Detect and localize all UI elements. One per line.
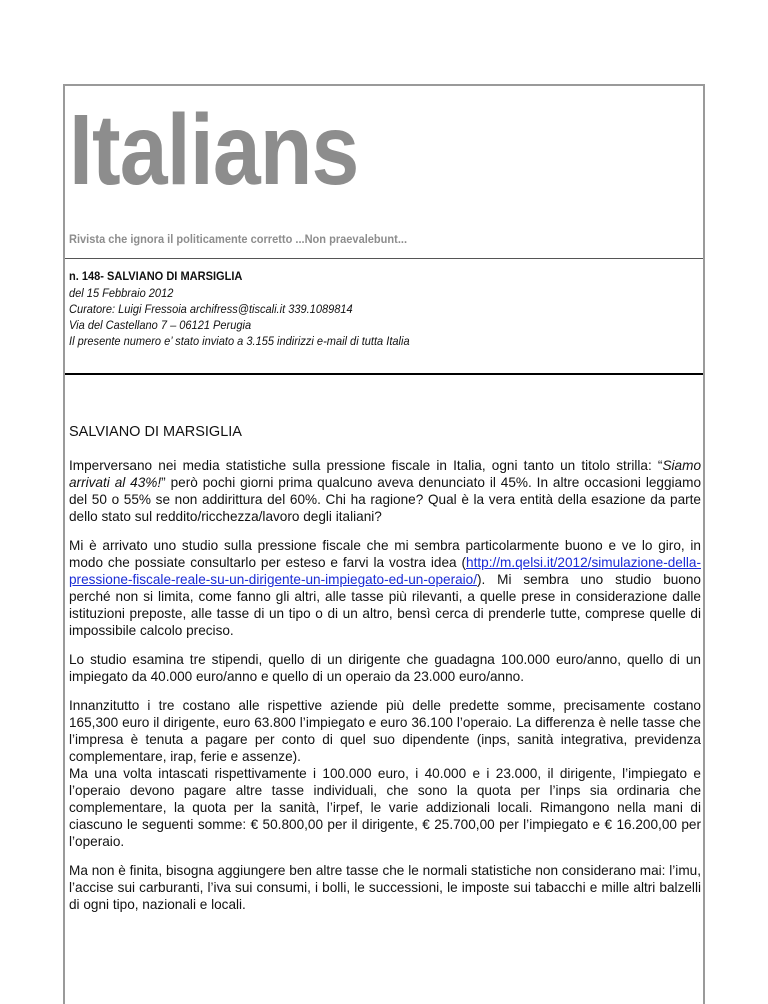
issue-date: del 15 Febbraio 2012 [69, 286, 174, 300]
article-heading: SALVIANO DI MARSIGLIA [69, 424, 242, 440]
paragraph-5: Ma una volta intascati rispettivamente i 100.000 euro, i 40.000 e i 23.000, il dirigente, l’impiegato e l’operaio devono pagare altre tasse individuali, che sono la quota per l’inps sia ordinaria che complementare, la quota per la sanità, l’irpef, le varie addizionali locali. Rimangono nella mani di ciascuno le seguenti somme: € 50.800,00 per il dirigente, € 25.700,00 per l’impiegato e € 16.200,00 per l’operaio. [69, 766, 701, 849]
page-frame [63, 84, 705, 1004]
paragraph-6: Ma non è finita, bisogna aggiungere ben altre tasse che le normali statistiche non considerano mai: l’imu, l’accise sui carburanti, l’iva sui consumi, i bolli, le successioni, le imposte sui tabacchi e mille altri balzelli di ogni tipo, nazionali e locali. [69, 863, 701, 912]
issue-info [69, 268, 439, 349]
masthead-divider [65, 258, 703, 259]
paragraph-1 [69, 457, 701, 525]
paragraph-4: Innanzitutto i tre costano alle rispettive aziende più delle predette somme, precisamente costano 165,300 euro il dirigente, euro 63.800 l’impiegato e euro 36.100 l’operaio. La differenza è nelle tasse che l’impresa è tenuta a pagare per conto di quel suo dipendente (inps, sanità integrativa, previdenza complementare, irap, ferie e assenze). [69, 698, 701, 764]
paragraph-1-end: ” però pochi giorni prima qualcuno aveva denunciato il 45%. In altre occasioni leggiamo del 50 o 55% se non addirittura del 60%. Chi ha ragione? Qual è la vera entità della esazione da parte dello stato sul reddito/ricchezza/lavoro degli italiani? [69, 475, 702, 524]
header-divider [65, 373, 703, 375]
masthead [65, 86, 703, 258]
magazine-title: Italians [69, 94, 359, 206]
issue-curator: Curatore: Luigi Fressoia archifress@tiscali.it 339.1089814 [69, 302, 353, 316]
study-link[interactable]: http://m.qelsi.it/2012/simulazione-della-pressione-fiscale-reale-su-un-dirigente-un-impiegato-ed-un-operaio/ [69, 555, 701, 587]
quoted-headline: Siamo arrivati al 43%! [69, 458, 701, 490]
paragraph-3: Lo studio esamina tre stipendi, quello di un dirigente che guadagna 100.000 euro/anno, quello di un impiegato da 40.000 euro/anno e quello di un operaio da 23.000 euro/anno. [69, 652, 701, 684]
article [69, 424, 701, 925]
issue-distribution: Il presente numero e’ stato inviato a 3.155 indirizzi e-mail di tutta Italia [69, 334, 410, 348]
paragraph-2 [69, 537, 701, 639]
issue-address: Via del Castellano 7 – 06121 Perugia [69, 318, 252, 332]
paragraph-2-end: ). Mi sembra uno studio buono perché non si limita, come fanno gli altri, alle tasse più rilevanti, a quelle prese in considerazione dalle istituzioni preposte, alle tasse di un tipo o di un altro, bensì cerca di prenderle tutte, comprese quelle di impossibile calcolo preciso. [69, 572, 701, 638]
issue-number-title: n. 148- SALVIANO DI MARSIGLIA [69, 269, 243, 283]
paragraph-1-start: Imperversano nei media statistiche sulla pressione fiscale in Italia, ogni tanto un titolo strilla: “ [69, 458, 663, 473]
paragraph-2-start: Mi è arrivato uno studio sulla pressione fiscale che mi sembra particolarmente buono e ve lo giro, in modo che possiate consultarlo per esteso e farvi la vostra idea ( [69, 538, 701, 570]
magazine-tagline: Rivista che ignora il politicamente corretto ...Non praevalebunt... [69, 232, 408, 246]
